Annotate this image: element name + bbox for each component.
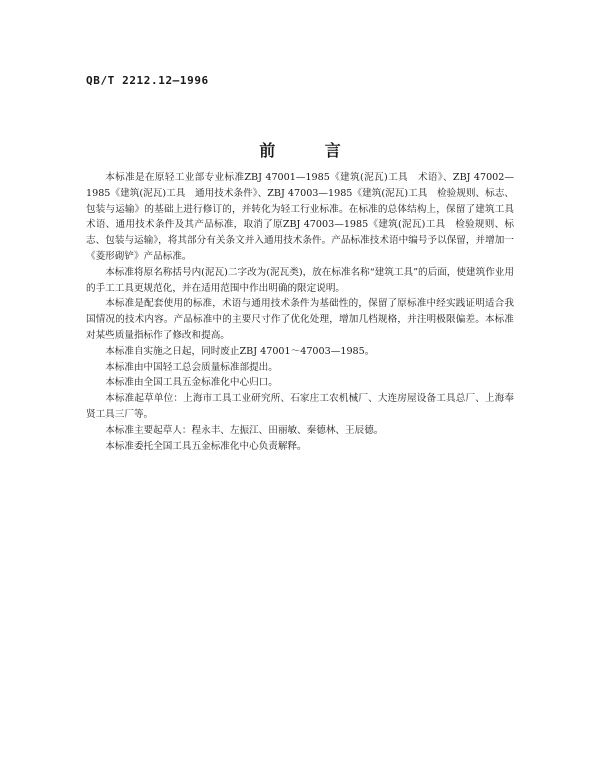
standard-code: QB/T 2212.12—1996 [86, 74, 209, 87]
paragraph-interpretation: 本标准委托全国工具五金标准化中心负责解释。 [105, 440, 307, 452]
page-title: 前 言 [259, 141, 363, 160]
paragraph-effective-date: 本标准自实施之日起，同时废止ZBJ 47001～47003—1985。 [105, 345, 375, 357]
paragraph-supporting-standards: 本标准是配套使用的标准，术语与通用技术条件为基础性的，保留了原标准中经实践证明适合我国情况的技术内容。产品标准中的主要尺寸作了优化处理，增加几档规格，并注明极限偏差。本标准对某些质量指标作了修改和提高。 [86, 298, 514, 341]
paragraph-centralized-by: 本标准由全国工具五金标准化中心归口。 [105, 377, 278, 389]
paragraph-proposed-by: 本标准由中国轻工总会质量标准部提出。 [105, 361, 278, 373]
paragraph-drafters: 本标准主要起草人：程永丰、左振江、田丽敏、秦德林、王辰德。 [105, 424, 384, 436]
paragraph-revision-basis: 本标准是在原轻工业部专业标准ZBJ 47001—1985《建筑(泥瓦)工具 术语》、ZBJ 47002—1985《建筑(泥瓦)工具 通用技术条件》、ZBJ 47003—1985《建筑(泥瓦)工具 检验规则、标志、包装与运输》的基础上进行修订的，并转化为轻工行业标准。在标准的总体结构上，保留了建筑工具术语、通用技术条件及其产品标准，取消了原ZBJ 47003—1985《建筑(泥瓦)工具 检验规则、标志、包装与运输》，将其部分有关条文并入通用技术条件。产品标准技术语中编号予以保留，并增加一《菱形砌铲》产品标准。 [86, 172, 514, 262]
paragraph-naming-change: 本标准将原名称括号内(泥瓦)二字改为(泥瓦类)，放在标准名称“建筑工具”的后面，使建筑作业用的手工工具更规范化，并在适用范围中作出明确的限定说明。 [86, 266, 514, 294]
paragraph-drafting-units: 本标准起草单位：上海市工具工业研究所、石家庄工农机械厂、大连房屋设备工具总厂、上海奉贤工具三厂等。 [86, 393, 514, 420]
foreword-body [86, 170, 514, 454]
